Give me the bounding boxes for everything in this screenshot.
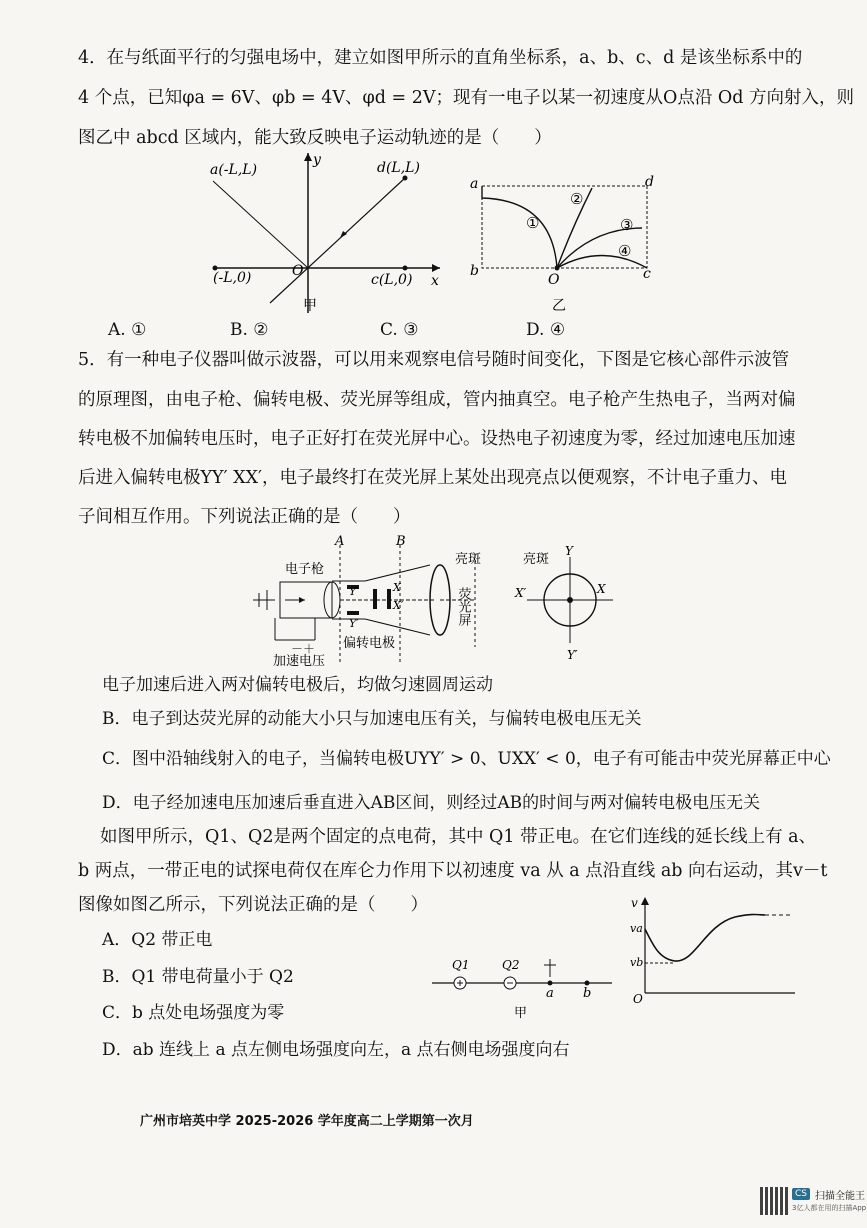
q5-line5: 子间相互作用。下列说法正确的是（ ） <box>78 507 411 527</box>
q5-line2: 的原理图，由电子枪、偏转电极、荧光屏等组成，管内抽真空。电子枪产生热电子，当两对偏 <box>78 390 796 410</box>
q4-line3: 图乙中 abcd 区域内，能大致反映电子运动轨迹的是（ ） <box>78 128 552 148</box>
q6-figure-yi <box>625 895 800 1005</box>
q4-yi-t3: ③ <box>620 216 634 234</box>
qr-code-icon <box>760 1187 788 1215</box>
q5-fig-x2: X <box>597 582 606 596</box>
q4-line2: 4 个点，已知φa = 6V、φb = 4V、φd = 2V；现有一电子以某一初速度从O点沿 Od 方向射入，则 <box>78 88 854 108</box>
q6-jia-q1: Q1 <box>452 958 470 972</box>
q5-option-a[interactable]: 电子加速后进入两对偏转电极后，均做匀速圆周运动 <box>102 675 493 695</box>
q6-option-a[interactable]: A．Q2 带正电 <box>102 930 213 950</box>
q4-line1: 4．在与纸面平行的匀强电场中，建立如图甲所示的直角坐标系，a、b、c、d 是该坐标系中的 <box>78 48 803 68</box>
q6-yi-v: v <box>631 896 638 910</box>
q4-jia-label-c: c(L,0) <box>371 272 413 288</box>
q4-option-c[interactable]: C. ③ <box>380 320 419 340</box>
q4-yi-t2: ② <box>570 190 584 208</box>
q4-yi-t1: ① <box>526 214 540 232</box>
q4-yi-b: b <box>470 263 479 279</box>
q4-yi-a: a <box>470 176 479 192</box>
q5-line1: 5．有一种电子仪器叫做示波器，可以用来观察电信号随时间变化，下图是它核心部件示波管 <box>78 350 790 370</box>
q6-jia-a: a <box>546 986 554 1001</box>
q5-fig-minus: － <box>291 642 304 656</box>
q4-option-a[interactable]: A. ① <box>108 320 147 340</box>
q5-option-b[interactable]: B．电子到达荧光屏的动能大小只与加速电压有关，与偏转电极电压无关 <box>102 709 642 729</box>
q5-figure-oscilloscope <box>245 535 625 670</box>
q4-jia-label-a: a(-L,L) <box>210 162 258 178</box>
q5-fig-yp: Y′ <box>349 617 359 630</box>
q5-option-c[interactable]: C．图中沿轴线射入的电子，当偏转电极UYY′ > 0、UXX′ < 0，电子有可能击中荧光屏幕正中心 <box>102 749 831 769</box>
q5-line4: 后进入偏转电极YY′ XX′，电子最终打在荧光屏上某处出现亮点以便观察，不计电子重力、电 <box>78 468 788 488</box>
q4-yi-t4: ④ <box>618 242 632 260</box>
q6-option-c[interactable]: C．b 点处电场强度为零 <box>102 1003 285 1023</box>
q4-option-b[interactable]: B. ② <box>230 320 269 340</box>
q5-fig-screen: 荧光屏 <box>455 587 471 626</box>
q6-option-b[interactable]: B．Q1 带电荷量小于 Q2 <box>102 967 294 987</box>
camscanner-name: 扫描全能王 <box>815 1191 865 1202</box>
q6-yi-va: va <box>630 922 643 935</box>
q5-fig-x: X <box>393 581 401 594</box>
q5-fig-xp: X′ <box>393 599 404 612</box>
q6-figure-jia <box>432 955 617 1020</box>
footer-school: 广州市培英中学 2025-2026 学年度高二上学期第一次月 <box>140 1114 474 1129</box>
q4-jia-label-y: y <box>313 152 321 168</box>
q5-fig-b: B <box>396 535 406 549</box>
q5-fig-y: Y <box>349 585 357 598</box>
q5-fig-spot: 亮斑 <box>455 552 482 567</box>
q4-jia-caption: 甲 <box>303 298 317 314</box>
q5-fig-deflect: 偏转电极 <box>343 636 396 651</box>
q4-jia-label-o: O <box>292 263 304 279</box>
q6-line3: 图像如图乙所示，下列说法正确的是（ ） <box>78 895 428 915</box>
camscanner-logo: CS <box>792 1188 810 1200</box>
q4-yi-d: d <box>645 174 654 190</box>
q6-jia-b: b <box>583 986 592 1001</box>
q5-fig-a: A <box>335 535 345 549</box>
q5-fig-spot2: 亮斑 <box>523 552 550 567</box>
q5-fig-y2: Y <box>565 544 573 558</box>
q6-jia-caption: 甲 <box>514 1006 528 1020</box>
q5-fig-gun: 电子枪 <box>285 562 325 577</box>
camscanner-slogan: 3亿人都在用的扫描App <box>792 1204 867 1212</box>
q6-yi-o: O <box>633 992 643 1005</box>
q6-line1: 如图甲所示，Q1、Q2是两个固定的点电荷，其中 Q1 带正电。在它们连线的延长线上有 a、 <box>100 827 817 847</box>
q4-option-d[interactable]: D. ④ <box>526 320 566 340</box>
q4-yi-caption: 乙 <box>552 298 566 314</box>
q5-fig-yp2: Y′ <box>567 648 578 662</box>
q4-jia-label-b: (-L,0) <box>213 270 252 286</box>
q5-fig-accel: 加速电压 <box>273 654 326 669</box>
q5-option-d[interactable]: D．电子经加速电压加速后垂直进入AB区间，则经过AB的时间与两对偏转电极电压无关 <box>102 793 761 813</box>
q4-yi-o: O <box>548 272 560 288</box>
q4-jia-label-x: x <box>431 273 439 289</box>
q5-fig-xp2: X′ <box>515 586 527 600</box>
q6-jia-q2: Q2 <box>502 958 520 972</box>
q5-fig-plus: ＋ <box>303 642 316 656</box>
q4-yi-c: c <box>643 266 651 282</box>
q4-jia-label-d: d(L,L) <box>377 160 420 176</box>
q4-figure-yi <box>462 168 667 318</box>
q6-yi-vb: vb <box>630 956 644 969</box>
q6-line2: b 两点，一带正电的试探电荷仅在库仑力作用下以初速度 va 从 a 点沿直线 ab 向右运动，其v－t <box>78 861 828 881</box>
q6-option-d[interactable]: D．ab 连线上 a 点左侧电场强度向左，a 点右侧电场强度向右 <box>102 1040 570 1060</box>
q4-figure-jia <box>195 148 450 318</box>
q5-line3: 转电极不加偏转电压时，电子正好打在荧光屏中心。设热电子初速度为零，经过加速电压加速 <box>78 429 796 449</box>
